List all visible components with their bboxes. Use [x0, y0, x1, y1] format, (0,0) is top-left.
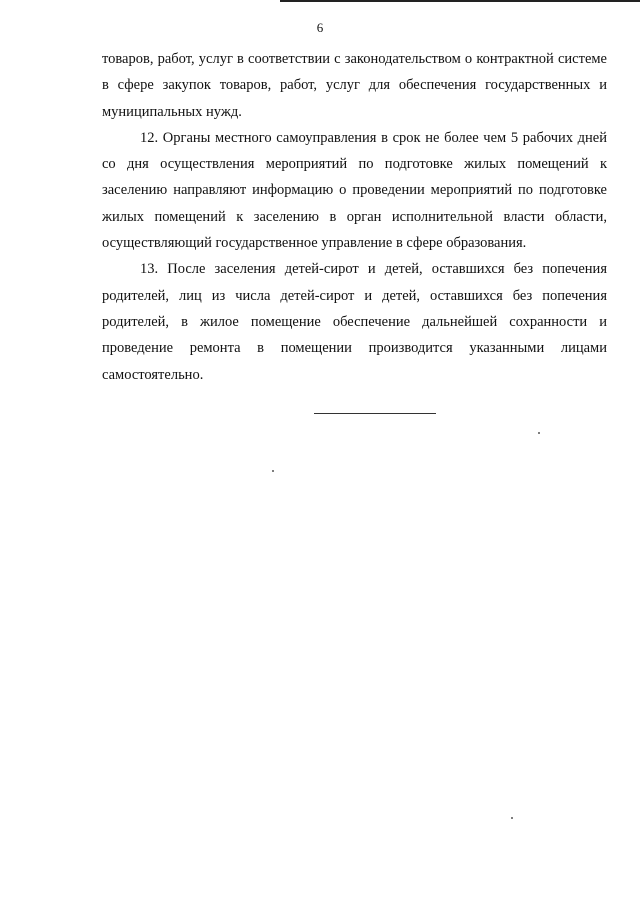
paragraph-item-13: 13. После заселения детей-сирот и детей, оставшихся без попечения родителей, лиц из числа детей-сирот и детей, оставшихся без попечения родителей, в жилое помещение обеспечение дальнейшей сохранности и проведение ремонта в помещении производится указанными лицами самостоятельно. [102, 261, 607, 383]
end-of-text-divider [314, 413, 436, 414]
page-number: 6 [316, 20, 324, 35]
scan-speck [538, 432, 540, 434]
scan-speck [511, 817, 513, 819]
paragraph-item-12: 12. Органы местного самоуправления в срок не более чем 5 рабочих дней со дня осуществления мероприятий по подготовке жилых помещений к заселению направляют информацию о проведении мероприятий по подготовке жилых помещений к заселению в орган исполнительной власти области, осуществляющий государственное управление в сфере образования. [102, 129, 607, 252]
scan-speck [272, 470, 274, 472]
scan-edge-line [280, 0, 640, 2]
document-body [102, 46, 607, 388]
paragraph-continuation: товаров, работ, услуг в соответствии с законодательством о контрактной системе в сфере закупок товаров, работ, услуг для обеспечения государственных и муниципальных нужд. [102, 51, 607, 120]
